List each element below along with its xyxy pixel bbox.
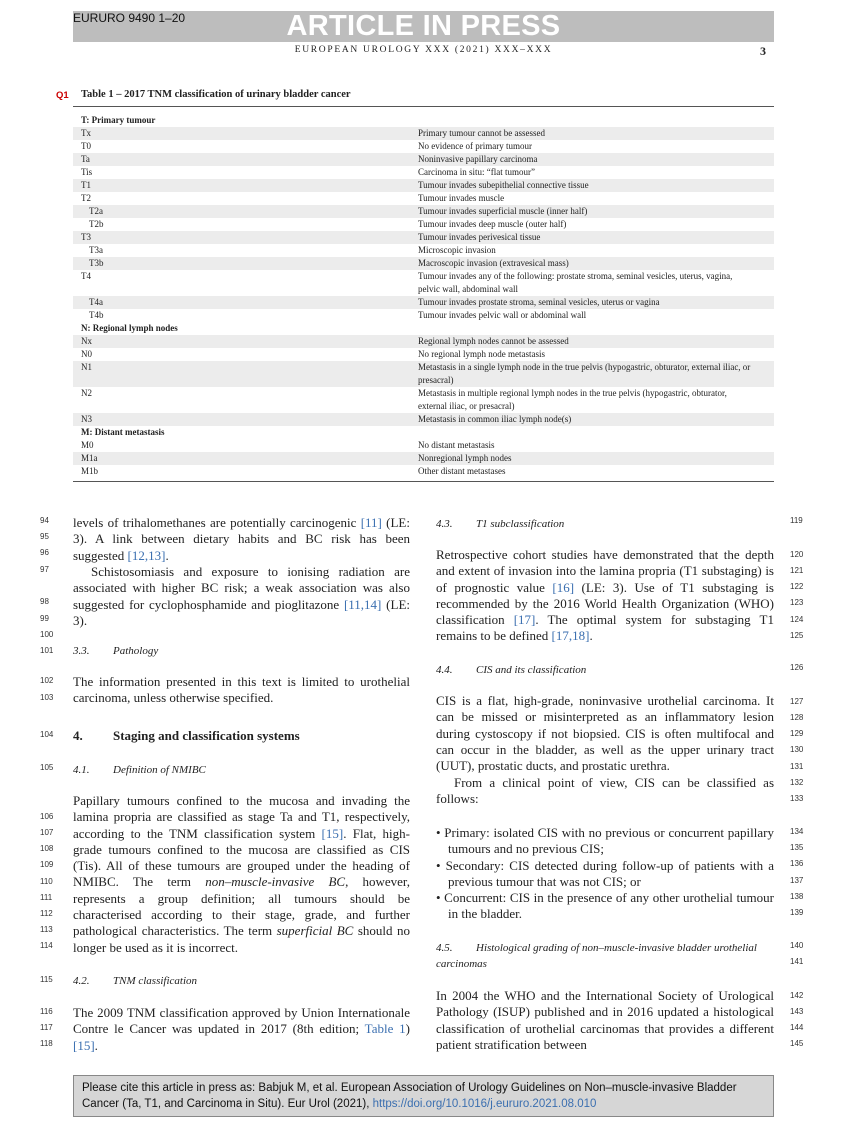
query-marker: Q1: [56, 90, 69, 101]
line-number: 106: [40, 812, 54, 821]
heading-3-3: 3.3. Pathology: [73, 645, 159, 657]
paragraph-cis-classification: From a clinical point of view, CIS can be classified as follows:: [436, 775, 774, 807]
table-cell-description: Microscopic invasion: [418, 245, 496, 255]
line-number: 118: [40, 1039, 53, 1048]
table-row: [73, 309, 774, 322]
table-row: [73, 296, 774, 309]
table-cell-code: T2b: [89, 219, 104, 229]
line-number: 130: [790, 745, 804, 754]
table-cell-description: Noninvasive papillary carcinoma: [418, 154, 538, 164]
line-number: 138: [790, 892, 804, 901]
page-number: 3: [760, 44, 766, 58]
table-row: [73, 179, 774, 192]
table-cell-code: T4b: [89, 310, 104, 320]
journal-running-head: EUROPEAN UROLOGY XXX (2021) XXX–XXX: [294, 45, 553, 55]
list-item: • Primary: isolated CIS with no previous or concurrent papillary tumours and no previous CIS;: [436, 825, 774, 857]
table-cell-description: Tumour invades deep muscle (outer half): [418, 219, 567, 229]
line-number: 121: [790, 566, 804, 575]
table-cell-code: N0: [81, 349, 92, 359]
table-cell-description: Carcinoma in situ: “flat tumour”: [418, 167, 535, 177]
paragraph-trihalomethanes: levels of trihalomethanes are potentially carcinogenic [11] (LE: 3). A link between dietary habits and BC risk has been suggested [12,13].: [73, 515, 410, 563]
table-cell-code: T3a: [89, 245, 103, 255]
line-number: 95: [40, 532, 49, 541]
line-number: 144: [790, 1023, 804, 1032]
line-number: 125: [790, 631, 804, 640]
paragraph-grading: In 2004 the WHO and the International Society of Urological Pathology (ISUP) published and in 2016 updated a histological classification of urothelial carcinomas that provides a different patient stratification between: [436, 988, 774, 1052]
table-cell-code: T2: [81, 193, 91, 203]
line-number: 109: [40, 860, 54, 869]
table-cell-description: No regional lymph node metastasis: [418, 349, 545, 359]
banner-title: ARTICLE IN PRESS: [286, 10, 561, 42]
paragraph-t1-substaging: Retrospective cohort studies have demonstrated that the depth and extent of invasion into the lamina propria (T1 substaging) is of prognostic value [16] (LE: 3). Use of T1 substaging is recommended by the 2016 World Health Organization (WHO) classification [17]. The optimal system for substaging T1 remains to be defined [17,18].: [436, 547, 774, 644]
table-cell-description: Tumour invades muscle: [418, 193, 505, 203]
paragraph-schistosomiasis: Schistosomiasis and exposure to ionising radiation are associated with higher BC risk; a weak association was also suggested for cyclophosphamide and pioglitazone [11,14] (LE: 3).: [73, 564, 410, 628]
line-number: 100: [40, 630, 54, 639]
reference-link[interactable]: [15]: [73, 1037, 95, 1053]
table-cell-description: Tumour invades subepithelial connective tissue: [418, 180, 589, 190]
manuscript-code: EURURO 9490 1–20: [73, 11, 186, 25]
table-row: [73, 335, 774, 348]
line-number: 140: [790, 941, 804, 950]
table-cell-description: Nonregional lymph nodes: [418, 453, 512, 463]
table-cell-code: T3b: [89, 258, 104, 268]
line-number: 108: [40, 844, 54, 853]
table-title: Table 1 – 2017 TNM classification of urinary bladder cancer: [81, 89, 351, 100]
table-row: [73, 127, 774, 140]
table-cell-description: Metastasis in common iliac lymph node(s): [418, 414, 572, 424]
table-row: [73, 192, 774, 205]
line-number: 119: [790, 516, 803, 525]
table-row: [73, 218, 774, 231]
table-row: [73, 270, 774, 296]
heading-4-4: 4.4. CIS and its classification: [436, 664, 587, 676]
table-row: [73, 452, 774, 465]
table-cell-description: Macroscopic invasion (extravesical mass): [418, 258, 569, 268]
table-cell-description: Primary tumour cannot be assessed: [418, 128, 545, 138]
line-number: 132: [790, 778, 804, 787]
line-number: 117: [40, 1023, 53, 1032]
table-row: [73, 205, 774, 218]
paragraph-nmibc-definition: Papillary tumours confined to the mucosa and invading the lamina propria are classified as stage Ta and T1, respectively, according to the TNM classification system [15]. Flat, high-grade tumours confined to the mucosa are classified as CIS (Tis). All of these tumours are grouped under the heading of NMIBC. The term non–muscle-invasive BC, however, represents a group definition; all tumours should be characterised according to their stage, grade, and further pathological characteristics. The term superficial BC should no longer be used as it is incorrect.: [73, 793, 411, 955]
table-cell-description: Tumour invades pelvic wall or abdominal wall: [418, 310, 587, 320]
table-cell-code: M1b: [81, 466, 99, 476]
line-number: 124: [790, 615, 804, 624]
table-cell-description: No distant metastasis: [418, 440, 495, 450]
table-cell-code: N2: [81, 388, 92, 398]
line-number: 101: [40, 646, 54, 655]
reference-link[interactable]: [11]: [360, 515, 382, 530]
table-cell-description: Regional lymph nodes cannot be assessed: [418, 336, 569, 346]
table-row: [73, 231, 774, 244]
line-number: 107: [40, 828, 54, 837]
table-cell-description: Tumour invades any of the following: prostate stroma, seminal vesicles, uterus, vagina, pelvic wall, abdominal wall: [418, 271, 733, 294]
table-row: [73, 244, 774, 257]
paragraph-tnm: The 2009 TNM classification approved by Union Internationale Contre le Cancer was updated in 2017 (8th edition; Table 1) [15].: [73, 1005, 410, 1053]
line-number: 97: [40, 565, 49, 574]
table-cell-description: Other distant metastases: [418, 466, 506, 476]
reference-link[interactable]: [15]: [321, 825, 344, 841]
table-cell-description: No evidence of primary tumour: [418, 141, 532, 151]
table-row: [73, 413, 774, 426]
table-cell-code: T1: [81, 180, 91, 190]
table-cell-code: T2a: [89, 206, 103, 216]
table-section-heading: M: Distant metastasis: [81, 427, 165, 437]
line-number: 116: [40, 1007, 53, 1016]
table-cell-description: Tumour invades perivesical tissue: [418, 232, 541, 242]
heading-4-3: 4.3. T1 subclassification: [436, 518, 565, 530]
table-bottom-rule: [73, 481, 774, 482]
table-row: [73, 439, 774, 452]
table-row: [73, 387, 774, 413]
line-number: 105: [40, 763, 54, 772]
heading-4: 4. Staging and classification systems: [73, 728, 300, 743]
line-number: 99: [40, 614, 49, 623]
paragraph-pathology: The information presented in this text is limited to urothelial carcinoma, unless otherwise specified.: [73, 674, 410, 706]
line-number: 145: [790, 1039, 804, 1048]
table-row: [73, 153, 774, 166]
line-number: 104: [40, 730, 54, 739]
line-number: 133: [790, 794, 804, 803]
table-section-heading: N: Regional lymph nodes: [81, 323, 178, 333]
reference-link[interactable]: [16]: [552, 579, 575, 595]
list-item: • Secondary: CIS detected during follow-up of patients with a previous tumour that was not CIS; or: [436, 857, 774, 889]
heading-4-2: 4.2. TNM classification: [73, 975, 198, 987]
citation-box: Please cite this article in press as: Babjuk M, et al. European Association of Urology Guidelines on Non–muscle-invasive Bladder Cancer (Ta, T1, and Carcinoma in Situ). Eur Urol (2021), https://doi.org/10.1016/j.eururo.2021.08.010: [73, 1075, 774, 1117]
line-number: 137: [790, 876, 804, 885]
tnm-table: [73, 114, 774, 478]
table-cell-code: Nx: [81, 336, 92, 346]
table-cell-code: Tx: [81, 128, 91, 138]
table-cell-code: N1: [81, 362, 92, 372]
line-number: 98: [40, 597, 49, 606]
table-cell-code: Ta: [81, 154, 90, 164]
line-number: 115: [40, 975, 53, 984]
list-item: • Concurrent: CIS in the presence of any other urothelial tumour in the bladder.: [436, 890, 774, 922]
line-number: 127: [790, 697, 804, 706]
table-link[interactable]: Table 1: [364, 1021, 406, 1037]
line-number: 113: [40, 925, 53, 934]
heading-4-5: 4.5. Histological grading of non–muscle-invasive bladder urothelial carcinomas: [436, 942, 757, 970]
line-number: 131: [790, 762, 804, 771]
line-number: 110: [40, 877, 53, 886]
reference-link[interactable]: [17,18]: [551, 628, 590, 644]
table-row: [73, 166, 774, 179]
line-number: 123: [790, 598, 804, 607]
line-number: 139: [790, 908, 804, 917]
heading-4-1: 4.1. Definition of NMIBC: [73, 764, 206, 776]
reference-link[interactable]: [11,14]: [343, 596, 382, 612]
table-cell-code: Tis: [81, 167, 93, 177]
table-cell-code: N3: [81, 414, 92, 424]
table-cell-code: T3: [81, 232, 91, 242]
line-number: 111: [40, 893, 53, 902]
table-cell-description: Tumour invades superficial muscle (inner half): [418, 206, 588, 216]
cis-bullet-list: [436, 825, 774, 923]
table-cell-code: T4: [81, 271, 91, 281]
table-row: [73, 257, 774, 270]
table-cell-code: M0: [81, 440, 94, 450]
table-row: [73, 361, 774, 387]
table-cell-description: Metastasis in a single lymph node in the true pelvis (hypogastric, obturator, external iliac, or presacral): [418, 362, 751, 385]
line-number: 128: [790, 713, 804, 722]
line-number: 114: [40, 941, 53, 950]
line-number: 112: [40, 909, 53, 918]
line-number: 135: [790, 843, 804, 852]
line-number: 102: [40, 676, 54, 685]
table-row: [73, 140, 774, 153]
line-number: 141: [790, 957, 804, 966]
paragraph-cis: CIS is a flat, high-grade, noninvasive urothelial carcinoma. It can be missed or misinterpreted as an inflammatory lesion during cystoscopy if not biopsied. CIS is often multifocal and can occur in the bladder, as well as the upper urinary tract (UUT), prostatic ducts, and prostatic urethra.: [436, 693, 774, 774]
line-number: 122: [790, 582, 804, 591]
table-row: [73, 465, 774, 478]
line-number: 120: [790, 550, 804, 559]
table-section-heading: T: Primary tumour: [81, 115, 156, 125]
line-number: 143: [790, 1007, 804, 1016]
reference-link[interactable]: [12,13]: [127, 547, 166, 563]
doi-link[interactable]: https://doi.org/10.1016/j.eururo.2021.08.010: [372, 1098, 597, 1110]
reference-link[interactable]: [17]: [513, 612, 536, 628]
line-number: 134: [790, 827, 804, 836]
table-row: [73, 348, 774, 361]
line-number: 94: [40, 516, 49, 525]
table-cell-code: T0: [81, 141, 91, 151]
line-number: 96: [40, 548, 49, 557]
line-number: 129: [790, 729, 804, 738]
table-top-rule: [73, 106, 774, 107]
line-number: 126: [790, 663, 804, 672]
table-cell-description: Tumour invades prostate stroma, seminal vesicles, uterus or vagina: [418, 297, 660, 307]
line-number: 142: [790, 991, 804, 1000]
line-number: 103: [40, 693, 54, 702]
table-cell-code: T4a: [89, 297, 103, 307]
table-cell-code: M1a: [81, 453, 98, 463]
line-number: 136: [790, 859, 804, 868]
table-cell-description: Metastasis in multiple regional lymph nodes in the true pelvis (hypogastric, obturator, external iliac, or presacral): [418, 388, 727, 411]
